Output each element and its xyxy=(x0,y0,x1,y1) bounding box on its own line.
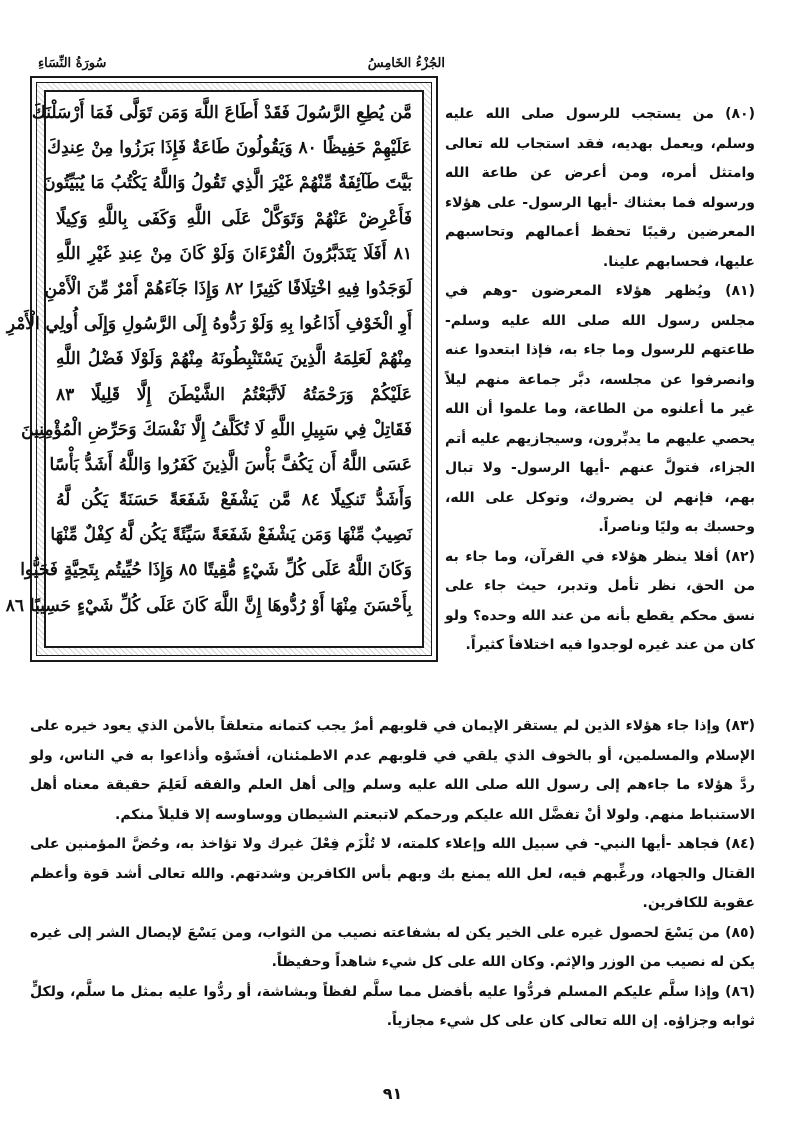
tafsir-paragraph: (٨٣) وإذا جاء هؤلاء الذين لم يستقر الإيمان في قلوبهم أمرٌ يجب كتمانه متعلقاً بالأمن الذي يعود خيره على الإسلام والمسلمين، أو بالخوف الذي يلقي في قلوبهم عدم الاطمئنان، أفشَوْه وأذاعوا به في الناس، ولو ردَّ هؤلاء ما جاءهم إلى رسول الله صلى الله عليه وسلم وإلى أهل العلم والفقه لَعَلِمَ حقيقة معناه أهل الاستنباط منهم. ولولا أنْ تفضَّل الله عليكم ورحمكم لاتبعتم الشيطان ووساوسه إلا قليلاً منكم. xyxy=(30,718,755,823)
juz-title: الجُزْءُ الخَامِسُ xyxy=(367,56,445,71)
quran-line: لَوَجَدُوا فِيهِ اخْتِلَافًا كَثِيرًا ٨٢ وَإِذَا جَآءَهُمْ أَمْرٌ مِّنَ الْأَمْنِ xyxy=(44,278,412,299)
quran-line: فَأَعْرِضْ عَنْهُمْ وَتَوَكَّلْ عَلَى اللَّهِ وَكَفَى بِاللَّهِ وَكِيلًا xyxy=(56,208,412,229)
quran-frame xyxy=(5,76,438,662)
quran-line: ٨١ أَفَلَا يَتَدَبَّرُونَ الْقُرْءَانَ وَلَوْ كَانَ مِنْ عِندِ غَيْرِ اللَّهِ xyxy=(56,243,412,264)
quran-line: وَكَانَ اللَّهُ عَلَى كُلِّ شَيْءٍ مُّقِيتًا ٨٥ وَإِذَا حُيِّيتُم بِتَحِيَّةٍ فَحَيُّوا xyxy=(20,560,412,581)
tafsir-full-width xyxy=(30,712,755,1037)
tafsir-paragraph: (٨٥) من يَسْعَ لحصول غيره على الخير يكن له بشفاعته نصيب من الثواب، ومن يَسْعَ لإيصال الشر إلى غيره يكن له نصيب من الوزر والإثم. وكان الله على كل شيء شاهداً وحفيظاً. xyxy=(30,924,755,970)
tafsir-paragraph: (٨٤) فجاهد -أيها النبي- في سبيل الله وإعلاء كلمته، لا تُلْزَم فِعْلَ غيرك ولا تؤاخذ به، وحُضَّ المؤمنين على القتال والجهاد، ورغِّبهم فيه، لعل الله يمنع بك وبهم بأس الكافرين وشدتهم. والله تعالى أشد قوة وأعظم عقوبة للكافرين. xyxy=(30,836,755,911)
quran-line: عَلَيْهِمْ حَفِيظًا ٨٠ وَيَقُولُونَ طَاعَةٌ فَإِذَا بَرَزُوا مِنْ عِندِكَ xyxy=(47,138,412,159)
tafsir-paragraph: (٨٢) أفلا ينظر هؤلاء في القرآن، وما جاء به من الحق، نظر تأمل وتدبر، حيث جاء على نسق محكم يقطع بأنه من عند الله وحده؟ ولو كان من عند غيره لوجدوا فيه اختلافاً كثيراً. xyxy=(445,548,755,653)
quran-line: فَقَاتِلْ فِي سَبِيلِ اللَّهِ لَا تُكَلَّفُ إِلَّا نَفْسَكَ وَحَرِّضِ الْمُؤْمِنِينَ xyxy=(21,419,412,440)
quran-line: وَأَشَدُّ تَنكِيلًا ٨٤ مَّن يَشْفَعْ شَفَعَةً حَسَنَةً يَكُن لَّهُ xyxy=(56,490,412,511)
quran-line: عَلَيْكُمْ وَرَحْمَتُهُ لَاتَّبَعْتُمُ الشَّيْطَنَ إِلَّا قَلِيلًا ٨٣ xyxy=(56,384,412,405)
quran-text-box xyxy=(5,90,424,648)
quran-line: بِأَحْسَنَ مِنْهَا أَوْ رُدُّوهَا إِنَّ اللَّهَ كَانَ عَلَى كُلِّ شَيْءٍ حَسِيبًا ٨٦ xyxy=(5,595,412,616)
quran-line: عَسَى اللَّهُ أَن يَكُفَّ بَأْسَ الَّذِينَ كَفَرُوا وَاللَّهُ أَشَدُّ بَأْسًا xyxy=(49,454,412,475)
page-number: ٩١ xyxy=(382,1084,403,1103)
quran-line: أَوِ الْخَوْفِ أَذَاعُوا بِهِ وَلَوْ رَدُّوهُ إِلَى الرَّسُولِ وَإِلَى أُولِي الْأَمْرِ xyxy=(6,314,412,335)
quran-line: بَيَّتَ طَآئِفَةٌ مِّنْهُمْ غَيْرَ الَّذِي تَقُولُ وَاللَّهُ يَكْتُبُ مَا يُبَيِّتُونَ xyxy=(43,173,412,194)
surah-title: سُورَةُ النِّسَاءِ xyxy=(38,56,107,71)
quran-line: مَّن يُطِعِ الرَّسُولَ فَقَدْ أَطَاعَ اللَّهَ وَمَن تَوَلَّى فَمَا أَرْسَلْنَكَ xyxy=(31,103,412,123)
page-header xyxy=(30,52,755,78)
tafsir-column xyxy=(445,100,755,661)
tafsir-paragraph: (٨١) ويُظهر هؤلاء المعرضون -وهم في مجلس رسول الله صلى الله عليه وسلم- طاعتهم للرسول وما جاء به، فإذا ابتعدوا عنه وانصرفوا عن مجلسه، دبَّر جماعة منهم ليلاً غير ما أعلنوه من الطاعة، وما علموا أن الله يحصي عليهم ما يدبِّرون، وسيجازيهم عليه أتم الجزاء، فتولَّ عنهم -أيها الرسول- ولا تبال بهم، فإنهم لن يضروك، وتوكل على الله، وحسبك به وليًا وناصراً. xyxy=(445,283,755,535)
quran-line: مِنْهُمْ لَعَلِمَهُ الَّذِينَ يَسْتَنْبِطُونَهُ مِنْهُمْ وَلَوْلَا فَضْلُ اللَّهِ xyxy=(56,349,412,370)
quran-line: نَصِيبٌ مِّنْهَا وَمَن يَشْفَعْ شَفَعَةً سَيِّئَةً يَكُن لَّهُ كِفْلٌ مِّنْهَا xyxy=(50,525,412,546)
ornamental-border xyxy=(5,82,432,656)
tafsir-paragraph: (٨٠) من يستجب للرسول صلى الله عليه وسلم، ويعمل بهديه، فقد استجاب لله تعالى وامتثل أمره، ومن أعرض عن طاعة الله ورسوله فما بعثناك -أيها الرسول- على هؤلاء المعرضين رقيبًا تحفظ أعمالهم وتحاسبهم عليها، فحسابهم علينا. xyxy=(445,106,755,270)
tafsir-paragraph: (٨٦) وإذا سلَّم عليكم المسلم فردُّوا عليه بأفضل مما سلَّم لفظاً وبشاشة، أو ردُّوا عليه بمثل ما سلَّم، ولكلٍّ ثوابه وجزاؤه. إن الله تعالى كان على كل شيء مجازياً. xyxy=(30,983,755,1029)
